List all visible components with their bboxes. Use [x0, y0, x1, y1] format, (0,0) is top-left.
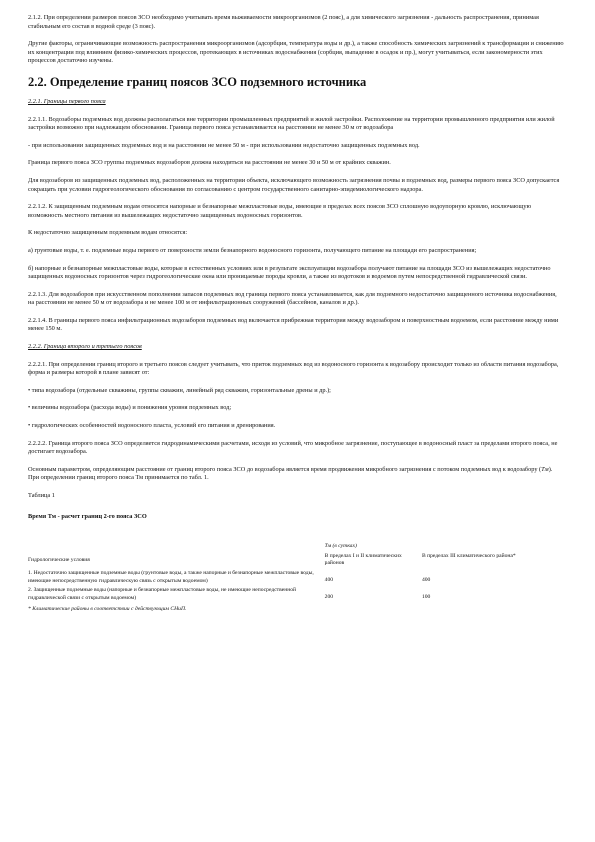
main-parameter-text-b: ). При определении границ второго пояса Тм принимается по табл. 1.	[28, 465, 553, 482]
table-cell-value: 400	[324, 576, 334, 583]
section-heading: 2.2. Определение границ поясов ЗСО подземного источника	[28, 74, 367, 89]
paragraph-insufficiently-protected: К недостаточно защищенным подземным водам относятся:	[28, 229, 188, 237]
document-page	[28, 14, 564, 614]
table-caption: Таблица 1	[28, 492, 55, 499]
bullet-intake-type: • типа водозабора (отдельные скважины, группы скважин, линейный ряд скважин, горизонтальные дрены и др.);	[28, 386, 331, 394]
paragraph-protected-waters-50m: - при использовании защищенных подземных вод и на расстоянии не менее 50 м - при использовании недостаточно защищенных подземных вод.	[28, 141, 420, 149]
table-cell-condition: 2. Защищенные подземные воды (напорные и безнапорные межпластовые воды, не имеющие непосредственной гидравлической связи с открытым водоемом)	[28, 587, 296, 601]
paragraph-item-b: б) напорные и безнапорные межпластовые воды, которые в естественных условиях или в результате эксплуатации водозабора получают питание на площади ЗСО из вышележащих недостаточно защищенных водоносных горизонтов через гидрогеологические окна или проницаемые породы кровли, а также из водотоков и водоемов путем непосредственной гидравлической связи.	[28, 264, 551, 281]
paragraph-2-2-1-2: 2.2.1.2. К защищенным подземным водам относятся напорные и безнапорные межпластовые воды, имеющие в пределах всех поясов ЗСО сплошную водоупорную кровлю, исключающую возможность местного питания из вышележащих недостаточно защищенных водоносных горизонтов.	[28, 203, 532, 219]
table-row	[28, 570, 564, 587]
table-footnote: * Климатические районы в соответствии с действующим СНиП.	[28, 606, 187, 613]
paragraph-2-2-2-2: 2.2.2.2. Граница второго пояса ЗСО определяется гидродинамическими расчетами, исходя из условий, что микробное загрязнение, поступающее в водоносный пласт за пределами второго пояса, не достигает водозабора.	[28, 439, 558, 456]
table-title: Время Тм - расчет границ 2-го пояса ЗСО	[28, 512, 147, 520]
table-cell-value: 400	[421, 576, 431, 583]
table-header-tm: Тм (в сутках)	[324, 543, 357, 550]
paragraph-2-1-2: 2.1.2. При определении размеров поясов ЗСО необходимо учитывать время выживаемости микроорганизмов (2 пояс), а для химического загрязнения - дальность распространения, принимая стабильным его состав в водной среде (3 пояс).	[28, 14, 539, 30]
table-empty-cell	[28, 543, 325, 553]
table-header-conditions: Гидрологические условия	[28, 556, 90, 563]
main-parameter-text-a: Основным параметром, определяющим расстояние от границ второго пояса ЗСО до водозабора является время продвижения микробного загрязнения с потоком подземных вод к водозабору (	[28, 465, 542, 473]
bullet-intake-size: • величины водозабора (расхода воды) и понижения уровня подземных вод;	[28, 404, 232, 412]
paragraph-2-2-1-4: 2.2.1.4. В границы первого пояса инфильтрационных водозаборов подземных вод включается прибрежная территория между водозабором и поверхностным водоемом, если расстояние между ними менее 150 м.	[28, 316, 559, 333]
subsection-second-third-belts: 2.2.2. Граница второго и третьего поясов	[28, 343, 142, 351]
paragraph-other-factors: Другие факторы, ограничивающие возможность распространения микроорганизмов (адсорбция, температура воды и др.), а также способность химических загрязнений к трансформации и снижению их концентрации под влиянием физико-химических процессов, протекающих в источниках водоснабжения (сорбция, выпадение в осадок и пр.), могут учитываться, если закономерности этих процессов достаточно изучены.	[28, 40, 564, 65]
table-header-zone-1-2: В пределах I и II климатических районов	[324, 552, 402, 567]
bullet-hydrology: • гидрологических особенностей водоносного пласта, условий его питания и дренирования.	[28, 422, 276, 430]
paragraph-2-2-1-1: 2.2.1.1. Водозаборы подземных вод должны располагаться вне территории промышленных предприятий и жилой застройки. Расположение на территории промышленного предприятия или жилой застройки возможно при надлежащем обосновании. Граница первого пояса устанавливается на расстоянии не менее 30 м от водозабора	[28, 115, 555, 132]
belt-time-table	[28, 543, 564, 604]
tm-symbol: Tм	[541, 465, 549, 473]
paragraph-2-2-1-3: 2.2.1.3. Для водозаборов при искусственном пополнении запасов подземных вод граница первого пояса устанавливается, как для подземного недостаточно защищенного источника водоснабжения, на расстоянии не менее 50 м от водозабора и не менее 100 м от инфильтрационных сооружений (бассейнов, каналов и др.).	[28, 290, 557, 307]
table-cell-value: 200	[324, 594, 334, 601]
paragraph-item-a: а) грунтовые воды, т. е. подземные воды первого от поверхности земли безнапорного водоносного горизонта, получающего питание на площади его распространения;	[28, 246, 477, 254]
table-header-zone-3: В пределах III климатического района*	[421, 552, 516, 559]
paragraph-main-parameter	[28, 466, 564, 483]
subsection-first-belt: 2.2.1. Границы первого пояса	[28, 97, 106, 105]
table-row	[28, 587, 564, 604]
paragraph-2-2-2-1: 2.2.2.1. При определении границ второго и третьего поясов следует учитывать, что приток подземных вод из водоносного горизонта к водозабору происходит только из области питания водозабора, форма и размеры которой в плане зависят от:	[28, 360, 559, 377]
paragraph-group-wells: Граница первого пояса ЗСО группы подземных водозаборов должна находиться на расстоянии не менее 30 и 50 м от крайних скважин.	[28, 159, 391, 167]
paragraph-reduction: Для водозаборов из защищенных подземных вод, расположенных на территории объекта, исключающего возможность загрязнения почвы и подземных вод, размеры первого пояса ЗСО допускается сокращать при условии гидрогеологического обоснования по согласованию с центром государственного санитарно-эпидемиологического надзора.	[28, 176, 560, 193]
table-cell-value: 100	[421, 594, 431, 601]
table-header-row-2	[28, 553, 564, 570]
table-cell-condition: 1. Недостаточно защищенные подземные воды (грунтовые воды, а также напорные и безнапорные межпластовые воды, имеющие непосредственную гидравлическую связь с открытым водоемом)	[28, 569, 314, 584]
table-header-row-1	[28, 543, 564, 553]
